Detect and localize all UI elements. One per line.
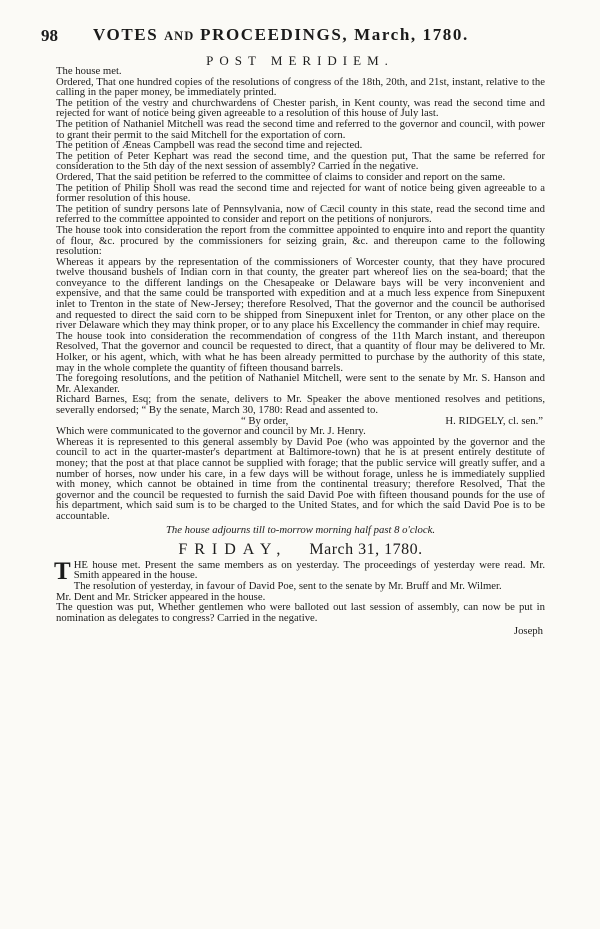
friday-first-text: HE house met. Present the same members as on yesterday. The proceedings of yesterday were read. Mr. Smith appeared in the house. <box>73 558 545 582</box>
catchword: Joseph <box>513 625 543 638</box>
header-proceedings: PROCEEDINGS, <box>194 25 355 44</box>
friday-first-paragraph <box>54 557 545 585</box>
paragraph: The resolution of yesterday, in favour of David Poe, sent to the senate by Mr. Bruff and Mr. Wilmer. <box>73 579 502 592</box>
paragraph: The foregoing resolutions, and the petition of Nathaniel Mitchell, were sent to the senate by Mr. S. Hanson and Mr. Alexander. <box>56 372 545 395</box>
paragraph: The question was put, Whether gentlemen who were balloted out last session of assembly, can now be put in nomination as delegates to congress? Carried in the negative. <box>56 601 545 624</box>
drop-cap: T <box>54 557 71 585</box>
day-name: FRIDAY, <box>178 541 288 559</box>
adjournment-line: The house adjourns till to-morrow morning half past 8 o'clock. <box>165 523 436 536</box>
running-header <box>93 25 469 45</box>
header-votes: VOTES <box>93 25 165 44</box>
paragraph: The house took into consideration the recommendation of congress of the 11th March instant, and thereupon Resolved, That the governor and council be requested to direct, that a quantity of flour may be delivered to Mr. Holker, or his agent, which, with what he has been already permitted to purchase by the authority of this state, may in the whole complete the quantity of fifteen thousand barrels. <box>56 329 545 374</box>
paragraph: Ordered, That one hundred copies of the resolutions of congress of the 18th, 20th, and 21st, instant, relative to the calling in the paper money, be immediately printed. <box>56 75 545 99</box>
signature-clerk: H. RIDGELY, cl. sen.” <box>445 414 543 427</box>
header-and: AND <box>164 29 195 43</box>
body-text <box>56 66 545 637</box>
signature-by-order: “ By order, <box>241 414 289 427</box>
paragraph: The house took into consideration the report from the committee appointed to enquire into and report the quantity of flour, &c. procured by the commissioners for seizing grain, &c. and thereupon came to the following resolution: <box>56 223 545 258</box>
paragraph: Whereas it appears by the representation of the commissioners of Worcester county, that they have procured twelve thousand bushels of Indian corn in that county, the greater part whereof lies on the sea-board; that the conveyance to the different landings on the Chesapeake or Delaware bays will be very inconvenient and expensive, and that the same could be transported with expedition and at a much less expence from Sinepuxent inlet to Trenton in the state of New-Jersey; therefore Resolved, That the governor and the council be authorised and requested to direct the said corn to be shipped from Sinepuxent inlet for Trenton, or any other place on the river Delaware which they may think proper, or to any place his Excellency the commander in chief may require. <box>56 255 545 332</box>
header-month: March <box>354 25 411 44</box>
day-heading <box>56 541 545 559</box>
paragraph: The house met. <box>56 65 122 77</box>
paragraph: Mr. Dent and Mr. Stricker appeared in the house. <box>56 590 266 603</box>
section-title: POST MERIDIEM. <box>206 53 394 68</box>
header-year: , 1780. <box>410 25 469 44</box>
paragraph: The petition of the vestry and churchwardens of Chester parish, in Kent county, was read the second time and rejected for want of notice being given agreeable to a resolution of this house of July last. <box>56 96 545 120</box>
paragraph: The petition of Peter Kephart was read the second time, and the question put, That the same be referred for consideration to the 5th day of the next session of assembly? Carried in the negative. <box>56 149 545 173</box>
paragraph: Which were communicated to the governor and council by Mr. J. Henry. <box>56 425 366 438</box>
paragraph: The petition of Philip Sholl was read the second time and rejected for want of notice being given agreeable to a former resolution of this house. <box>56 181 545 205</box>
paragraph: The petition of sundry persons late of Pennsylvania, now of Cæcil county in this state, read the second time and referred to the committee appointed to consider and report on the petitions of nonjurors. <box>56 202 545 226</box>
paragraph: Ordered, That the said petition be referred to the committee of claims to consider and report on the same. <box>56 170 506 183</box>
paragraph: The petition of Æneas Campbell was read the second time and rejected. <box>56 139 363 152</box>
paragraph: Whereas it is represented to this general assembly by David Poe (who was appointed by the governor and the council to act in the quarter-master's department at Baltimore-town) that he is at present entirely destitute of money; that the post at that place cannot be supplied with forage; that the public service will greatly suffer, and a number of horses, now under his care, in a few days will be without forage, unless he is immediately supplied with money, which cannot be obtained in time from the continental treasury; therefore Resolved, That the governor and the council be requested to furnish the said David Poe with fifteen thousand pounds for the use of his department, which said sum is to be charged to the United States, and for which the said David Poe is to be accountable. <box>56 435 545 522</box>
page-number: 98 <box>41 26 58 45</box>
paragraph: The petition of Nathaniel Mitchell was read the second time and referred to the governor and council, with power to grant their permit to the said Mitchell for the exportation of corn. <box>56 117 545 141</box>
paragraph: Richard Barnes, Esq; from the senate, delivers to Mr. Speaker the above mentioned resolves and petitions, severally endorsed; “ By the senate, March 30, 1780: Read and assented to. <box>56 393 545 416</box>
day-date: March 31, 1780. <box>309 541 423 559</box>
